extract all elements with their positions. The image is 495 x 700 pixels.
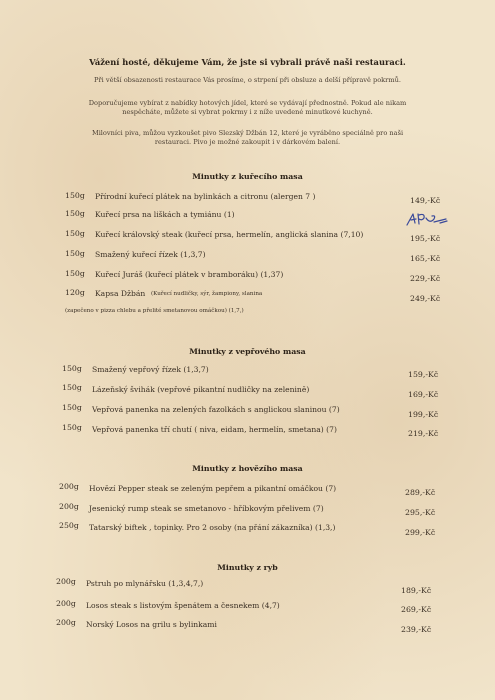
- item-description-continued: (zapečeno v pizza chlebu a přelité smetanovou omáčkou) (1,7,): [65, 308, 244, 314]
- item-weight: 200g: [56, 618, 76, 627]
- intro-paragraph-1: Při větší obsazenosti restaurace Vás prosíme, o strpení při obsluze a delší přípravě pokrmů.: [94, 76, 401, 84]
- item-weight: 150g: [65, 209, 85, 218]
- item-weight: 150g: [62, 383, 82, 392]
- item-price: 189,-Kč: [401, 586, 432, 595]
- item-name: Pstruh po mlynářsku (1,3,4,7,): [86, 579, 204, 588]
- item-price: 299,-Kč: [405, 528, 436, 537]
- item-name: Kapsa Džbán: [95, 289, 146, 298]
- item-name: Kuřecí královský steak (kuřecí prsa, hermelín, anglická slanina (7,10): [95, 230, 364, 239]
- item-weight: 200g: [56, 599, 76, 608]
- item-description: (Kuřecí nudličky, sýr, žampiony, slanina: [151, 291, 263, 297]
- handwritten-price-signature: [404, 210, 450, 230]
- item-weight: 120g: [65, 288, 85, 297]
- item-weight: 150g: [65, 249, 85, 258]
- item-price: 239,-Kč: [401, 625, 432, 634]
- intro-paragraph-3-line-2: restauraci. Pivo je možné zakoupit i v dárkovém balení.: [154, 138, 341, 146]
- item-name: Kuřecí prsa na liškách a tymiánu (1): [95, 210, 235, 219]
- item-name: Vepřová panenka tří chutí ( niva, eidam, hermelín, smetana) (7): [92, 425, 337, 434]
- item-price: 165,-Kč: [410, 254, 441, 263]
- item-weight: 250g: [59, 521, 79, 530]
- item-name: Vepřová panenka na zelených fazolkách s anglickou slaninou (7): [92, 405, 340, 414]
- section-title-beef: Minutky z hovězího masa: [192, 464, 303, 473]
- item-price: 159,-Kč: [408, 370, 439, 379]
- item-name: Lázeňský švihák (vepřové pikantní nudličky na zelenině): [92, 385, 310, 394]
- item-name: Losos steak s listovým špenátem a česnekem (4,7): [86, 601, 280, 610]
- item-name: Jesenický rump steak se smetanovo - hříbkovým přelivem (7): [89, 504, 324, 513]
- item-price: 249,-Kč: [410, 294, 441, 303]
- item-weight: 200g: [59, 502, 79, 511]
- item-weight: 200g: [59, 482, 79, 491]
- intro-paragraph-2-line-1: Doporučujeme vybírat z nabídky hotových jídel, které se vydávají přednostně. Pokud ale nikam: [88, 99, 407, 107]
- item-weight: 150g: [65, 229, 85, 238]
- item-weight: 150g: [65, 191, 85, 200]
- section-title-pork: Minutky z vepřového masa: [189, 347, 306, 356]
- item-price: 229,-Kč: [410, 274, 441, 283]
- section-title-chicken: Minutky z kuřecího masa: [192, 172, 303, 181]
- welcome-heading: Vážení hosté, děkujeme Vám, že jste si vybrali právě naši restauraci.: [89, 57, 406, 67]
- item-name: Smažený kuřecí řízek (1,3,7): [95, 250, 206, 259]
- item-name: Přírodní kuřecí plátek na bylinkách a citronu (alergen 7 ): [95, 192, 316, 201]
- section-title-fish: Minutky z ryb: [217, 563, 278, 572]
- item-price: 295,-Kč: [405, 508, 436, 517]
- item-price: 219,-Kč: [408, 429, 439, 438]
- item-price: 149,-Kč: [410, 196, 441, 205]
- item-weight: 150g: [62, 403, 82, 412]
- item-name: Norský Losos na grilu s bylinkami: [86, 620, 217, 629]
- item-name: Tatarský biftek , topinky. Pro 2 osoby (na přání zákazníka) (1,3,): [89, 523, 336, 532]
- item-price: 195,-Kč: [410, 234, 441, 243]
- item-price: 199,-Kč: [408, 410, 439, 419]
- item-weight: 150g: [62, 364, 82, 373]
- item-weight: 150g: [62, 423, 82, 432]
- item-weight: 150g: [65, 269, 85, 278]
- item-weight: 200g: [56, 577, 76, 586]
- item-price: 289,-Kč: [405, 488, 436, 497]
- item-name: Kuřecí Juráš (kuřecí plátek v bramboráku) (1,37): [95, 270, 284, 279]
- item-name: Hovězí Pepper steak se zeleným pepřem a pikantní omáčkou (7): [89, 484, 337, 493]
- item-price: 169,-Kč: [408, 390, 439, 399]
- intro-paragraph-3-line-1: Milovníci piva, můžou vyzkoušet pivo Slezský Džbán 12, které je vyráběno speciálně pro naši: [91, 129, 404, 137]
- item-name: Smažený vepřový řízek (1,3,7): [92, 365, 209, 374]
- intro-paragraph-2-line-2: nespěcháte, můžete si vybrat pokrmy i z níže uvedené minutkové kuchyně.: [122, 108, 373, 116]
- item-price: 269,-Kč: [401, 605, 432, 614]
